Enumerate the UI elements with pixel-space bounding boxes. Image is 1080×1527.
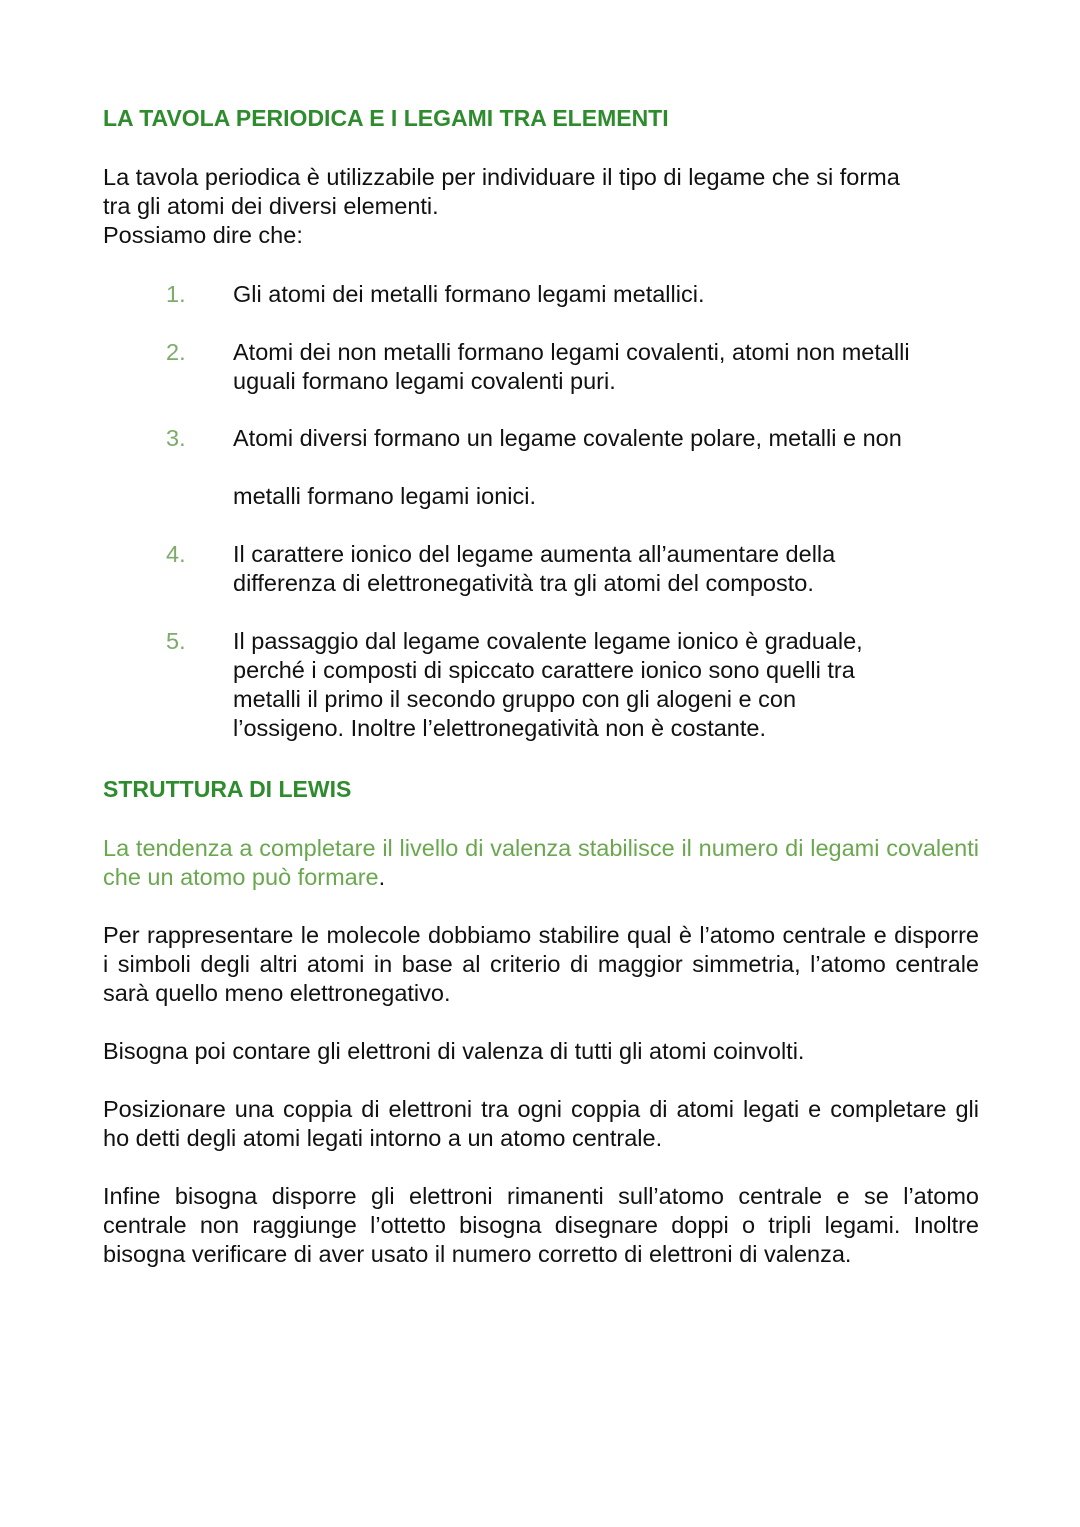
list-number: 3. [166, 425, 186, 451]
body-paragraph: Per rappresentare le molecole dobbiamo stabilire qual è l’atomo centrale e disporre i simboli degli altri atomi in base al criterio di maggior simmetria, l’atomo centrale sarà quello meno elettronegativo. [103, 922, 979, 1006]
list-line: perché i composti di spiccato carattere ionico sono quelli tra [233, 657, 855, 683]
list-line: Atomi diversi formano un legame covalente polare, metalli e non [233, 425, 902, 451]
list-line: l’ossigeno. Inoltre l’elettronegatività non è costante. [233, 715, 766, 741]
intro-line: tra gli atomi dei diversi elementi. [103, 193, 439, 219]
list-line: metalli formano legami ionici. [233, 483, 537, 509]
list-line: differenza di elettronegatività tra gli atomi del composto. [233, 570, 814, 596]
body-paragraph: Infine bisogna disporre gli elettroni rimanenti sull’atomo centrale e se l’atomo centrale non raggiunge l’ottetto bisogna disegnare doppi o tripli legami. Inoltre bisogna verificare di aver usato il numero corretto di elettroni di valenza. [103, 1183, 979, 1267]
list-item-text [233, 424, 979, 511]
list-number: 1. [166, 281, 186, 307]
intro-line: Possiamo dire che: [103, 222, 303, 248]
list-line: Il carattere ionico del legame aumenta all’aumentare della [233, 541, 836, 567]
list-line: Il passaggio dal legame covalente legame ionico è graduale, [233, 628, 863, 654]
body-paragraph: Posizionare una coppia di elettroni tra ogni coppia di atomi legati e completare gli ho detti degli atomi legati intorno a un atomo centrale. [103, 1096, 979, 1151]
body-paragraph: Bisogna poi contare gli elettroni di valenza di tutti gli atomi coinvolti. [103, 1038, 805, 1064]
highlight-text: La tendenza a completare il livello di valenza stabilisce il numero di legami covalenti che un atomo può formare [103, 835, 979, 890]
list-line: metalli il primo il secondo gruppo con gli alogeni e con [233, 686, 797, 712]
list-item-text [233, 627, 979, 743]
section-title-struttura-lewis: STRUTTURA DI LEWIS [103, 776, 352, 802]
list-line: Gli atomi dei metalli formano legami metallici. [233, 281, 705, 307]
list-line: Atomi dei non metalli formano legami covalenti, atomi non metalli [233, 339, 910, 365]
list-item-text [233, 338, 979, 396]
list-number: 2. [166, 339, 186, 365]
list-line: uguali formano legami covalenti puri. [233, 368, 616, 394]
list-number: 4. [166, 541, 186, 567]
list-item-text [233, 280, 979, 309]
intro-paragraph [103, 163, 979, 250]
section-title-tavola-periodica: LA TAVOLA PERIODICA E I LEGAMI TRA ELEMENTI [103, 105, 669, 131]
list-number: 5. [166, 628, 186, 654]
highlight-period: . [378, 864, 386, 890]
intro-line: La tavola periodica è utilizzabile per individuare il tipo di legame che si forma [103, 164, 900, 190]
list-item-text [233, 540, 979, 598]
highlight-paragraph [103, 834, 979, 892]
